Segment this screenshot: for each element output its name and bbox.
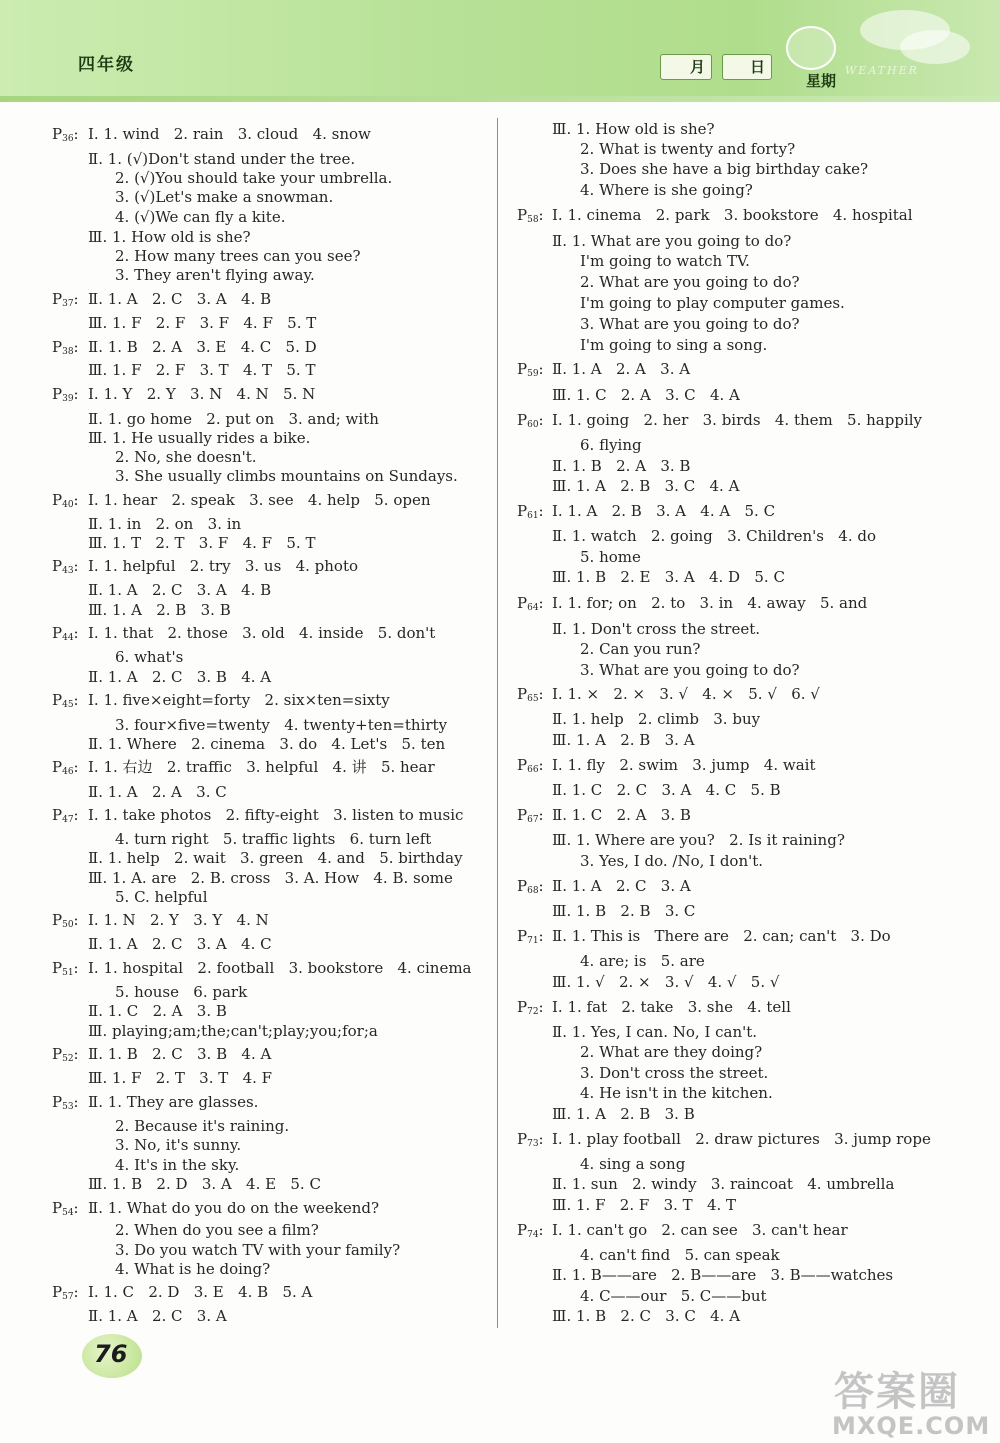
page-letter: P xyxy=(517,1130,528,1148)
answer-line: 2. When do you see a film? xyxy=(115,1221,319,1239)
page-letter: P xyxy=(52,624,63,642)
page-reference: $P_{45}$: xyxy=(52,691,79,710)
answer-line: Ⅱ. 1. sun 2. windy 3. raincoat 4. umbrella xyxy=(552,1175,895,1193)
page-reference: $P_{52}$: xyxy=(52,1045,79,1064)
answer-line: Ⅰ. 1. × 2. × 3. √ 4. × 5. √ 6. √ xyxy=(552,685,820,703)
answer-line: 3. Don't cross the street. xyxy=(580,1064,769,1082)
watermark-url: MXQE.COM xyxy=(832,1412,991,1440)
answer-line: Ⅰ. 1. five×eight=forty 2. six×ten=sixty xyxy=(88,691,390,709)
page-ref-number: 64 xyxy=(527,603,539,613)
page-number-badge xyxy=(72,1332,152,1382)
page-letter: P xyxy=(517,806,528,824)
answer-line: Ⅱ. 1. Where 2. cinema 3. do 4. Let's 5. ten xyxy=(88,735,446,753)
answer-line: Ⅰ. 1. for; on 2. to 3. in 4. away 5. and xyxy=(552,594,868,612)
page-ref-number: 60 xyxy=(527,420,539,430)
page-ref-number: 71 xyxy=(527,936,539,946)
answer-line: Ⅲ. 1. How old is she? xyxy=(88,228,251,246)
page-reference: $P_{66}$: xyxy=(517,756,544,775)
answer-line: 5. home xyxy=(580,548,641,566)
answer-line: 4. sing a song xyxy=(580,1155,686,1173)
grade-label: 四年级 xyxy=(78,55,135,75)
answer-line: Ⅲ. playing;am;the;can't;play;you;for;a xyxy=(88,1022,378,1040)
page-letter: P xyxy=(517,685,528,703)
answer-line: 6. what's xyxy=(115,648,184,666)
page-letter: P xyxy=(517,1221,528,1239)
answer-line: Ⅱ. 1. B 2. C 3. B 4. A xyxy=(88,1045,272,1063)
answer-line: Ⅱ. 1. A 2. C 3. B 4. A xyxy=(88,668,272,686)
answer-line: 5. house 6. park xyxy=(115,983,248,1001)
page-letter: P xyxy=(52,806,63,824)
cloud-decoration xyxy=(900,30,970,64)
answer-line: Ⅲ. 1. B 2. E 3. A 4. D 5. C xyxy=(552,568,785,586)
page-number: 76 xyxy=(94,1340,128,1368)
answer-line: I'm going to watch TV. xyxy=(580,252,750,270)
page-reference: $P_{57}$: xyxy=(52,1283,79,1302)
page-letter: P xyxy=(52,1199,63,1217)
answer-line: Ⅱ. 1. C 2. C 3. A 4. C 5. B xyxy=(552,781,781,799)
answer-line: Ⅰ. 1. take photos 2. fifty-eight 3. listen to music xyxy=(88,806,464,824)
answer-line: I'm going to sing a song. xyxy=(580,336,768,354)
answer-line: Ⅱ. 1. go home 2. put on 3. and; with xyxy=(88,410,379,428)
page-ref-number: 38 xyxy=(62,347,74,357)
page-ref-number: 45 xyxy=(62,700,74,710)
answer-line: Ⅱ. 1. Yes, I can. No, I can't. xyxy=(552,1023,758,1041)
page-letter: P xyxy=(52,911,63,929)
answer-line: Ⅱ. 1. A 2. A 3. C xyxy=(88,783,227,801)
answer-line: 4. It's in the sky. xyxy=(115,1156,240,1174)
answer-line: Ⅲ. 1. B 2. D 3. A 4. E 5. C xyxy=(88,1175,321,1193)
answer-line: Ⅱ. 1. A 2. C 3. A xyxy=(552,877,691,895)
page-letter: P xyxy=(52,758,63,776)
answer-line: 3. What are you going to do? xyxy=(580,315,800,333)
answer-line: Ⅰ. 1. wind 2. rain 3. cloud 4. snow xyxy=(88,125,371,143)
answer-line: Ⅱ. 1. B——are 2. B——are 3. B——watches xyxy=(552,1266,894,1284)
answer-line: Ⅱ. 1. B 2. A 3. B xyxy=(552,457,691,475)
page-reference: $P_{38}$: xyxy=(52,338,79,357)
page-ref-number: 43 xyxy=(62,566,74,576)
answer-line: Ⅲ. 1. T 2. T 3. F 4. F 5. T xyxy=(88,534,316,552)
page-reference: $P_{54}$: xyxy=(52,1199,79,1218)
column-divider xyxy=(497,118,498,1328)
answer-line: Ⅰ. 1. can't go 2. can see 3. can't hear xyxy=(552,1221,848,1239)
weekday-field: 星期 xyxy=(806,72,837,90)
answer-line: Ⅱ. 1. A 2. C 3. A 4. C xyxy=(88,935,272,953)
page-letter: P xyxy=(52,1093,63,1111)
answer-line: 4. He isn't in the kitchen. xyxy=(580,1084,773,1102)
answer-line: Ⅱ. 1. What do you do on the weekend? xyxy=(88,1199,380,1217)
answer-line: Ⅱ. 1. A 2. C 3. A 4. B xyxy=(88,290,272,308)
page-ref-number: 53 xyxy=(62,1102,74,1112)
header-bottom-bar xyxy=(0,96,1000,102)
answer-line: 4. C——our 5. C——but xyxy=(580,1287,767,1305)
page-letter: P xyxy=(52,959,63,977)
page-reference: $P_{71}$: xyxy=(517,927,544,946)
answer-line: Ⅲ. 1. F 2. T 3. T 4. F xyxy=(88,1069,273,1087)
page-reference: $P_{47}$: xyxy=(52,806,79,825)
page-reference: $P_{59}$: xyxy=(517,360,544,379)
answer-line: 3. (√)Let's make a snowman. xyxy=(115,188,334,206)
answer-line: Ⅰ. 1. fly 2. swim 3. jump 4. wait xyxy=(552,756,816,774)
answer-line: 3. Yes, I do. /No, I don't. xyxy=(580,852,764,870)
answer-line: Ⅰ. 1. fat 2. take 3. she 4. tell xyxy=(552,998,791,1016)
answer-line: Ⅰ. 1. helpful 2. try 3. us 4. photo xyxy=(88,557,359,575)
answer-line: Ⅱ. 1. Don't cross the street. xyxy=(552,620,760,638)
page-ref-number: 52 xyxy=(62,1054,74,1064)
answer-line: Ⅰ. 1. cinema 2. park 3. bookstore 4. hospital xyxy=(552,206,913,224)
page-letter: P xyxy=(52,385,63,403)
answer-line: Ⅱ. 1. A 2. A 3. A xyxy=(552,360,691,378)
page-letter: P xyxy=(517,411,528,429)
answer-line: 3. No, it's sunny. xyxy=(115,1136,242,1154)
answer-line: Ⅱ. 1. in 2. on 3. in xyxy=(88,515,242,533)
answer-line: 3. She usually climbs mountains on Sundays. xyxy=(115,467,458,485)
answer-line: Ⅱ. 1. (√)Don't stand under the tree. xyxy=(88,150,356,168)
answer-line: Ⅱ. 1. They are glasses. xyxy=(88,1093,259,1111)
page-reference: $P_{58}$: xyxy=(517,206,544,225)
page-reference: $P_{68}$: xyxy=(517,877,544,896)
page-ref-number: 37 xyxy=(62,299,74,309)
answer-line: Ⅲ. 1. C 2. A 3. C 4. A xyxy=(552,386,740,404)
answer-line: Ⅲ. 1. F 2. F 3. F 4. F 5. T xyxy=(88,314,317,332)
page-letter: P xyxy=(52,290,63,308)
answer-line: Ⅰ. 1. hear 2. speak 3. see 4. help 5. open xyxy=(88,491,431,509)
answer-line: 2. Can you run? xyxy=(580,640,701,658)
page-letter: P xyxy=(517,594,528,612)
answer-line: 2. What are you going to do? xyxy=(580,273,800,291)
page-letter: P xyxy=(52,691,63,709)
page-reference: $P_{53}$: xyxy=(52,1093,79,1112)
answer-line: Ⅲ. 1. How old is she? xyxy=(552,120,715,138)
answer-line: Ⅲ. 1. A 2. B 3. B xyxy=(552,1105,695,1123)
answer-line: Ⅱ. 1. A 2. C 3. A 4. B xyxy=(88,581,272,599)
answer-line: Ⅰ. 1. that 2. those 3. old 4. inside 5. don't xyxy=(88,624,436,642)
page-letter: P xyxy=(517,998,528,1016)
answer-line: Ⅱ. 1. B 2. A 3. E 4. C 5. D xyxy=(88,338,317,356)
answer-line: Ⅱ. 1. This is There are 2. can; can't 3. Do xyxy=(552,927,891,945)
answer-line: 4. Where is she going? xyxy=(580,181,753,199)
answer-line: Ⅲ. 1. He usually rides a bike. xyxy=(88,429,311,447)
page-reference: $P_{72}$: xyxy=(517,998,544,1017)
page-reference: $P_{67}$: xyxy=(517,806,544,825)
answer-line: Ⅰ. 1. 右边 2. traffic 3. helpful 4. 讲 5. hear xyxy=(88,758,435,776)
answer-line: Ⅱ. 1. C 2. A 3. B xyxy=(88,1002,227,1020)
answer-line: 4. turn right 5. traffic lights 6. turn left xyxy=(115,830,432,848)
weather-label: WEATHER xyxy=(845,64,919,77)
answer-line: Ⅲ. 1. B 2. B 3. C xyxy=(552,902,696,920)
page-letter: P xyxy=(52,1045,63,1063)
page-reference: $P_{37}$: xyxy=(52,290,79,309)
page-reference: $P_{36}$: xyxy=(52,125,79,144)
answer-line: Ⅲ. 1. A 2. B 3. A xyxy=(552,731,695,749)
page-letter: P xyxy=(517,502,528,520)
answer-line: Ⅰ. 1. A 2. B 3. A 4. A 5. C xyxy=(552,502,776,520)
page-reference: $P_{61}$: xyxy=(517,502,544,521)
answer-line: Ⅲ. 1. A. are 2. B. cross 3. A. How 4. B. some xyxy=(88,869,453,887)
answer-line: 2. No, she doesn't. xyxy=(115,448,257,466)
watermark-title: 答案圈 xyxy=(834,1369,960,1415)
answer-line: Ⅰ. 1. play football 2. draw pictures 3. jump rope xyxy=(552,1130,931,1148)
page-ref-number: 59 xyxy=(527,369,539,379)
page-reference: $P_{64}$: xyxy=(517,594,544,613)
page-ref-number: 39 xyxy=(62,394,74,404)
answer-line: Ⅰ. 1. N 2. Y 3. Y 4. N xyxy=(88,911,269,929)
page-letter: P xyxy=(52,338,63,356)
page-ref-number: 54 xyxy=(62,1208,74,1218)
page-ref-number: 57 xyxy=(62,1292,74,1302)
answer-line: Ⅰ. 1. Y 2. Y 3. N 4. N 5. N xyxy=(88,385,316,403)
answer-line: Ⅱ. 1. watch 2. going 3. Children's 4. do xyxy=(552,527,877,545)
answer-line: Ⅱ. 1. help 2. climb 3. buy xyxy=(552,710,761,728)
answer-line: 4. are; is 5. are xyxy=(580,952,705,970)
answer-line: Ⅲ. 1. Where are you? 2. Is it raining? xyxy=(552,831,845,849)
page-ref-number: 58 xyxy=(527,215,539,225)
page-ref-number: 47 xyxy=(62,815,74,825)
page-reference: $P_{60}$: xyxy=(517,411,544,430)
page-ref-number: 65 xyxy=(527,694,539,704)
answer-line: Ⅰ. 1. hospital 2. football 3. bookstore 4. cinema xyxy=(88,959,472,977)
answer-line: 6. flying xyxy=(580,436,642,454)
page-reference: $P_{46}$: xyxy=(52,758,79,777)
answer-line: 3. What are you going to do? xyxy=(580,661,800,679)
page-ref-number: 61 xyxy=(527,511,539,521)
page-reference: $P_{51}$: xyxy=(52,959,79,978)
answer-line: Ⅲ. 1. √ 2. × 3. √ 4. √ 5. √ xyxy=(552,973,780,991)
answer-line: Ⅱ. 1. A 2. C 3. A xyxy=(88,1307,227,1325)
page-ref-number: 50 xyxy=(62,920,74,930)
month-field: 月 xyxy=(660,54,712,80)
page-ref-number: 51 xyxy=(62,968,74,978)
answer-line: 2. Because it's raining. xyxy=(115,1117,290,1135)
page-ref-number: 66 xyxy=(527,765,539,775)
answer-line: Ⅱ. 1. help 2. wait 3. green 4. and 5. birthday xyxy=(88,849,463,867)
answer-line: 2. How many trees can you see? xyxy=(115,247,361,265)
answer-line: Ⅰ. 1. going 2. her 3. birds 4. them 5. happily xyxy=(552,411,923,429)
page-reference: $P_{74}$: xyxy=(517,1221,544,1240)
answer-line: Ⅰ. 1. C 2. D 3. E 4. B 5. A xyxy=(88,1283,313,1301)
page-letter: P xyxy=(52,491,63,509)
page-letter: P xyxy=(517,877,528,895)
answer-line: Ⅲ. 1. F 2. F 3. T 4. T xyxy=(552,1196,737,1214)
page-ref-number: 44 xyxy=(62,633,74,643)
page-header xyxy=(0,0,1000,102)
page-letter: P xyxy=(52,1283,63,1301)
answer-line: Ⅲ. 1. A 2. B 3. C 4. A xyxy=(552,477,740,495)
page-reference: $P_{43}$: xyxy=(52,557,79,576)
page-ref-number: 74 xyxy=(527,1230,539,1240)
answer-line: Ⅱ. 1. C 2. A 3. B xyxy=(552,806,691,824)
page-reference: $P_{65}$: xyxy=(517,685,544,704)
answer-line: 4. What is he doing? xyxy=(115,1260,271,1278)
answer-line: Ⅱ. 1. What are you going to do? xyxy=(552,232,792,250)
page-reference: $P_{44}$: xyxy=(52,624,79,643)
page-ref-number: 40 xyxy=(62,500,74,510)
page-reference: $P_{73}$: xyxy=(517,1130,544,1149)
page-letter: P xyxy=(517,360,528,378)
answer-line: 4. (√)We can fly a kite. xyxy=(115,208,286,226)
answer-line: I'm going to play computer games. xyxy=(580,294,845,312)
page-letter: P xyxy=(517,206,528,224)
answer-line: Ⅲ. 1. A 2. B 3. B xyxy=(88,601,231,619)
page-letter: P xyxy=(52,125,63,143)
answer-line: 3. Does she have a big birthday cake? xyxy=(580,160,869,178)
page-ref-number: 73 xyxy=(527,1139,539,1149)
page-letter: P xyxy=(517,927,528,945)
page-letter: P xyxy=(52,557,63,575)
day-field: 日 xyxy=(722,54,772,80)
answer-line: 2. What is twenty and forty? xyxy=(580,140,796,158)
page-reference: $P_{50}$: xyxy=(52,911,79,930)
answer-line: 2. What are they doing? xyxy=(580,1043,763,1061)
answer-line: 5. C. helpful xyxy=(115,888,208,906)
page-letter: P xyxy=(517,756,528,774)
page-ref-number: 67 xyxy=(527,815,539,825)
page-ref-number: 36 xyxy=(62,134,74,144)
page-ref-number: 72 xyxy=(527,1007,539,1017)
answer-line: Ⅲ. 1. B 2. C 3. C 4. A xyxy=(552,1307,741,1325)
answer-line: 2. (√)You should take your umbrella. xyxy=(115,169,393,187)
answer-line: 3. They aren't flying away. xyxy=(115,266,315,284)
watermark xyxy=(828,1360,1000,1443)
answer-line: 3. Do you watch TV with your family? xyxy=(115,1241,401,1259)
answer-line: 4. can't find 5. can speak xyxy=(580,1246,780,1264)
page-ref-number: 46 xyxy=(62,767,74,777)
answer-line: Ⅲ. 1. F 2. F 3. T 4. T 5. T xyxy=(88,361,316,379)
page-ref-number: 68 xyxy=(527,886,539,896)
answer-line: 3. four×five=twenty 4. twenty+ten=thirty xyxy=(115,716,448,734)
page-reference: $P_{40}$: xyxy=(52,491,79,510)
page-reference: $P_{39}$: xyxy=(52,385,79,404)
speech-bubble-icon xyxy=(786,26,836,70)
